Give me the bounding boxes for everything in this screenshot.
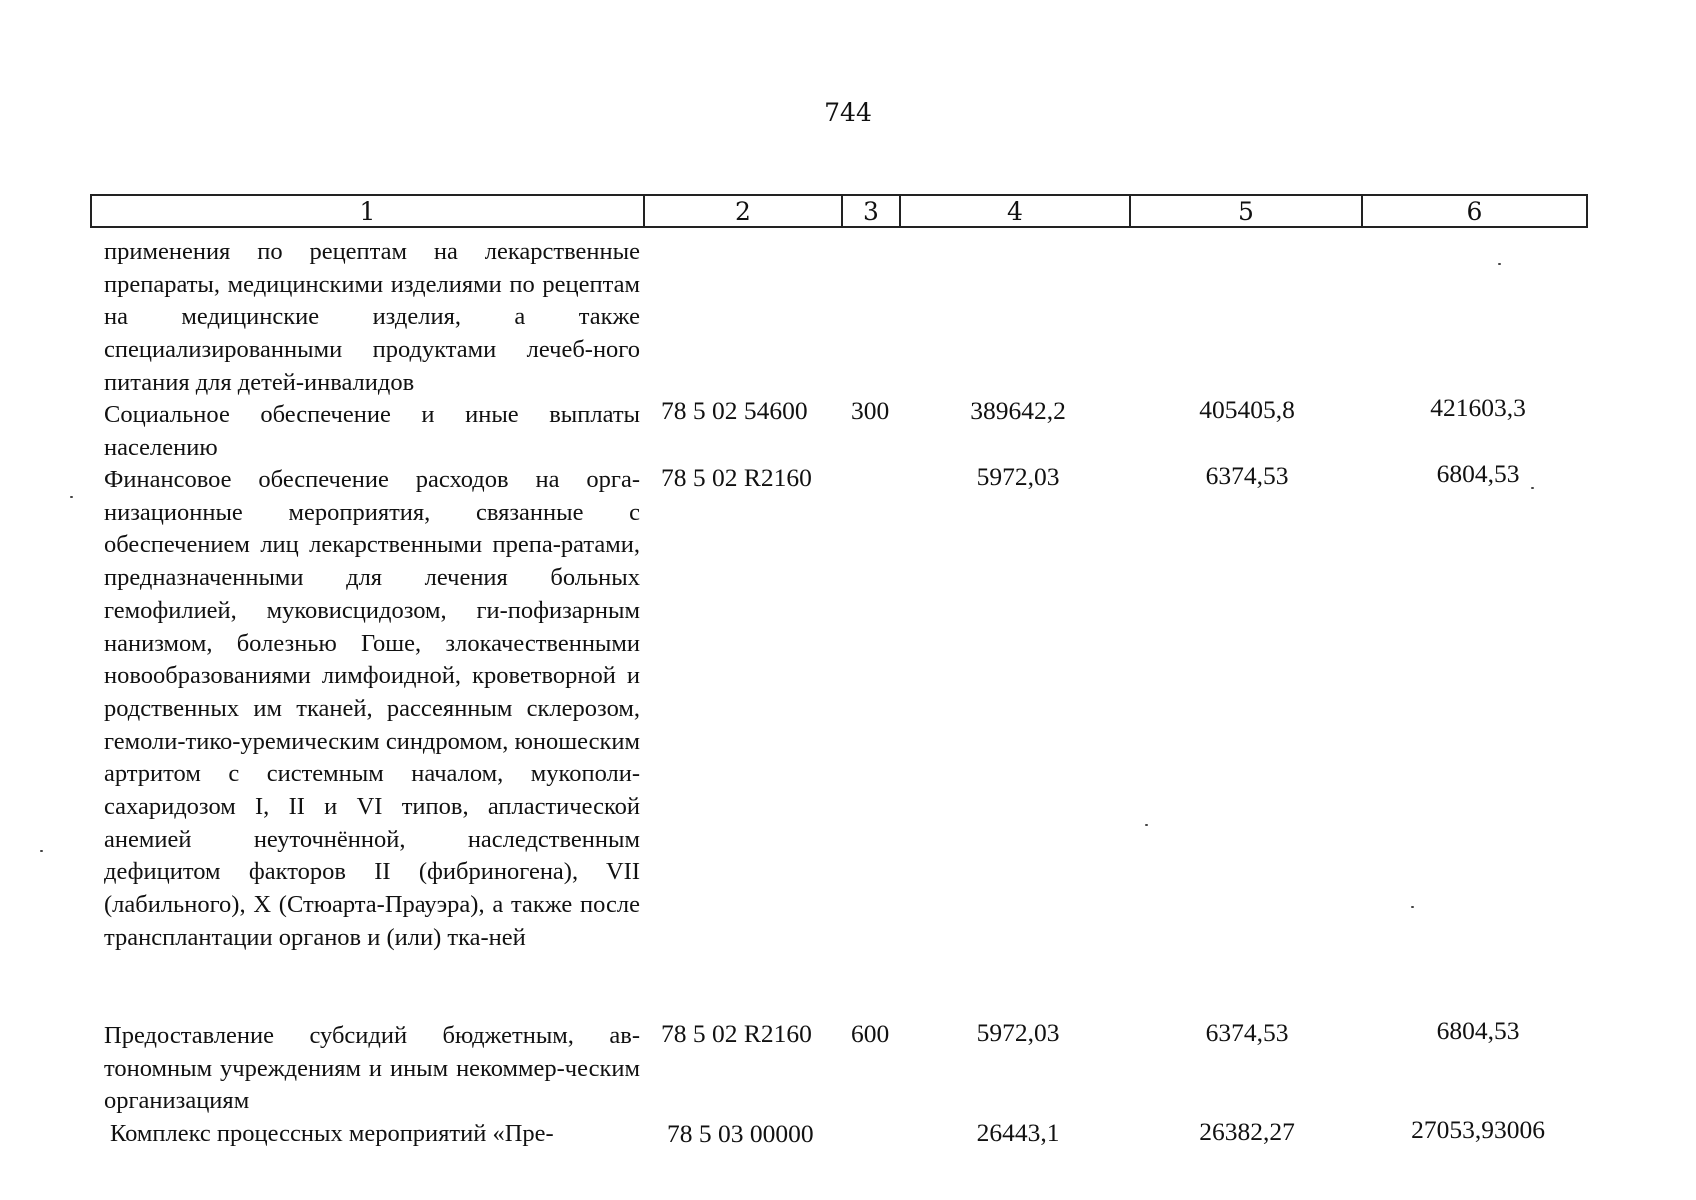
row-value-2: 405405,8	[1199, 395, 1295, 424]
row-description: Финансовое обеспечение расходов на орга-низационные мероприятия, связанные с обеспечением лиц лекарственными препа-ратами, предназначенными для лечения больных гемофилией, муковисцидозом, ги-пофизарным нанизмом, болезнью Гоше, злокачественными новообразованиями лимфоидной, кроветворной и родственных им тканей, рассеянным склерозом, гемоли-тико-уремическим синдромом, юношеским артритом с системным началом, мукополи-сахаридозом I, II и VI типов, апластической анемией неуточнённой, наследственным дефицитом факторов II (фибриногена), VII (лабильного), X (Стюарта-Прауэра), а также после трансплантации органов и (или) тка-ней	[104, 466, 640, 951]
table-header-row	[90, 194, 1588, 228]
row-value-2: 6374,53	[1205, 1018, 1289, 1047]
scan-speck	[1531, 487, 1534, 489]
page-number: 744	[824, 98, 872, 127]
row-value-2: 26382,27	[1199, 1117, 1295, 1146]
row-value-1: 389642,2	[970, 396, 1066, 425]
row-value-2: 6374,53	[1205, 461, 1289, 490]
row-value-3: 421603,3	[1430, 393, 1526, 422]
row-type: 600	[851, 1019, 890, 1048]
row-value-3: 6804,53	[1436, 459, 1520, 488]
row-value-1: 26443,1	[976, 1118, 1060, 1147]
scan-speck	[40, 850, 43, 852]
header-col-4: 4	[901, 196, 1131, 226]
header-col-5: 5	[1131, 196, 1363, 226]
row-description: Социальное обеспечение и иные выплаты населению	[104, 401, 640, 461]
row-description: Предоставление субсидий бюджетным, ав-тономным учреждениям и иным некоммер-ческим организациям	[104, 1022, 640, 1115]
row-description: Комплекс процессных мероприятий «Пре-	[110, 1120, 554, 1147]
row-code: 78 5 02 54600	[661, 396, 808, 425]
scan-speck	[1498, 263, 1501, 265]
row-value-1: 5972,03	[976, 462, 1060, 491]
row-code: 78 5 02 R2160	[661, 463, 812, 492]
scan-speck	[1411, 906, 1414, 908]
row-description: применения по рецептам на лекарственные препараты, медицинскими изделиями по рецептам на медицинские изделия, а также специализированными продуктами лечеб-ного питания для детей-инвалидов	[104, 238, 640, 396]
header-col-2: 2	[645, 196, 843, 226]
row-code: 78 5 02 R2160	[661, 1019, 812, 1048]
row-value-3: 6804,53	[1436, 1016, 1520, 1045]
scan-speck	[70, 496, 73, 498]
row-code: 78 5 03 00000	[667, 1119, 814, 1148]
row-value-3: 27053,93006	[1411, 1115, 1545, 1144]
header-col-6: 6	[1466, 197, 1483, 226]
header-col-1: 1	[92, 196, 645, 226]
scan-speck	[1145, 824, 1148, 826]
row-type: 300	[851, 396, 890, 425]
header-col-3: 3	[843, 196, 901, 226]
row-value-1: 5972,03	[976, 1018, 1060, 1047]
